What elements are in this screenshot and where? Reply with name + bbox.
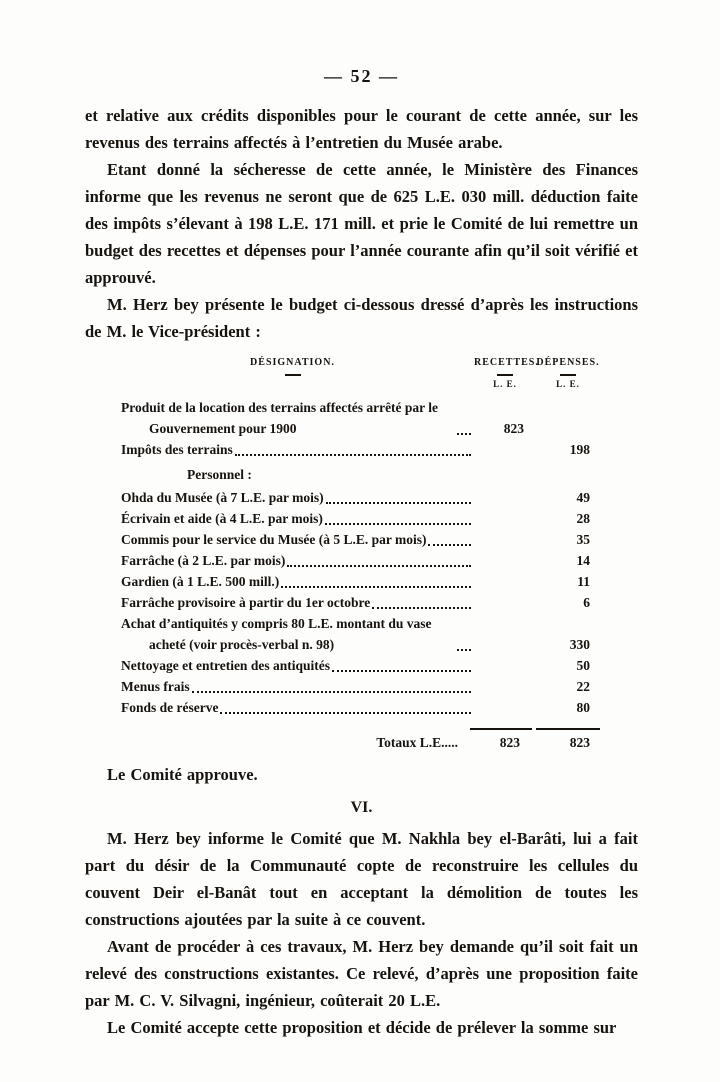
dot-leader xyxy=(332,670,471,672)
depenses-value: 28 xyxy=(576,511,590,526)
table-row xyxy=(121,397,600,439)
currency-label: L. E. xyxy=(556,379,580,389)
row-label: Ohda du Musée (à 7 L.E. par mois) xyxy=(121,490,324,505)
paragraph-finances: Etant donné la sécheresse de cette année, le Ministère des Finances informe que les revenus ne seront que de 625 L.E. 030 mill. déduction faite des impôts s’élevant à 198 L.E. 171 mill. et prie le Comité de lui remettre un budget des recettes et dépenses pour l’année courante afin qu’il soit vérifié et approuvé. xyxy=(85,160,638,287)
column-header-recettes xyxy=(474,357,539,389)
header-rule xyxy=(497,374,513,376)
row-label: Farrâche (à 2 L.E. par mois) xyxy=(121,553,286,568)
depenses-value: 35 xyxy=(576,532,590,547)
subheading-label: Personnel : xyxy=(187,467,252,482)
row-label: Fonds de réserve xyxy=(121,700,219,715)
recettes-value: 823 xyxy=(503,421,524,436)
depenses-value: 6 xyxy=(583,595,590,610)
table-row xyxy=(121,487,600,508)
row-label: Commis pour le service du Musée (à 5 L.E. par mois) xyxy=(121,532,427,547)
table-subheading-row xyxy=(121,464,600,485)
depenses-value: 49 xyxy=(576,490,590,505)
dot-leader xyxy=(235,454,471,456)
depenses-value: 14 xyxy=(576,553,590,568)
depenses-value: 11 xyxy=(577,574,590,589)
paragraph-acceptation: Le Comité accepte cette proposition et décide de prélever la somme sur xyxy=(107,1018,617,1037)
row-label: Nettoyage et entretien des antiquités xyxy=(121,658,330,673)
paragraph-continuation: et relative aux crédits disponibles pour le courant de cette année, sur les revenus des terrains affectés à l’entretien du Musée arabe. xyxy=(85,106,638,152)
depenses-value: 50 xyxy=(576,658,590,673)
dot-leader xyxy=(372,607,471,609)
row-label: Menus frais xyxy=(121,679,190,694)
paragraph-releve: Avant de procéder à ces travaux, M. Herz bey demande qu’il soit fait un relevé des constructions existantes. Ce relevé, d’après une proposition faite par M. C. V. Silvagni, ingénieur, coûterait 20 L.E. xyxy=(85,937,638,1010)
totals-recettes-value: 823 xyxy=(470,728,532,753)
paragraph-couvent: M. Herz bey informe le Comité que M. Nakhla bey el-Barâti, lui a fait part du désir de la Communauté copte de reconstruire les cellules du couvent Deir el-Banât tout en acceptant la démolition de toutes les constructions ajoutées par la suite à ce couvent. xyxy=(85,829,638,929)
section-heading-vi: VI. xyxy=(350,799,373,816)
table-header xyxy=(121,357,600,389)
table-row xyxy=(121,592,600,613)
row-label: Écrivain et aide (à 4 L.E. par mois) xyxy=(121,511,323,526)
dot-leader xyxy=(457,433,471,435)
column-header-depenses xyxy=(536,357,600,389)
table-row xyxy=(121,550,600,571)
header-rule xyxy=(560,374,576,376)
dot-leader xyxy=(281,586,471,588)
table-row xyxy=(121,697,600,718)
depenses-value: 80 xyxy=(576,700,590,715)
dot-leader xyxy=(325,523,471,525)
depenses-value: 22 xyxy=(576,679,590,694)
table-row xyxy=(121,571,600,592)
dot-leader xyxy=(457,649,471,651)
table-row xyxy=(121,613,600,655)
row-label: Gardien (à 1 L.E. 500 mill.) xyxy=(121,574,280,589)
depenses-value: 198 xyxy=(569,442,590,457)
dot-leader xyxy=(287,565,471,567)
totals-label: Totaux L.E..... xyxy=(376,735,458,750)
table-row xyxy=(121,508,600,529)
dot-leader xyxy=(192,691,471,693)
recettes-label: RECETTES. xyxy=(474,357,539,368)
table-row xyxy=(121,529,600,550)
paragraph-approval: Le Comité approuve. xyxy=(107,765,258,784)
totals-depenses-value: 823 xyxy=(536,728,600,753)
table-row xyxy=(121,439,600,460)
dot-leader xyxy=(326,502,471,504)
page-number: — 52 — xyxy=(324,66,399,86)
dot-leader xyxy=(220,712,471,714)
budget-table xyxy=(121,357,600,753)
row-label: Impôts des terrains xyxy=(121,442,233,457)
table-totals-row xyxy=(121,728,600,753)
designation-label: DÉSIGNATION. xyxy=(250,357,335,368)
dot-leader xyxy=(428,544,471,546)
depenses-label: DÉPENSES. xyxy=(536,357,600,368)
depenses-value: 330 xyxy=(569,637,590,652)
row-label: Farrâche provisoire à partir du 1er octobre xyxy=(121,595,371,610)
column-header-designation xyxy=(121,357,474,379)
table-row xyxy=(121,676,600,697)
table-row xyxy=(121,655,600,676)
row-label: Achat d’antiquités y compris 80 L.E. montant du vase acheté (voir procès-verbal n. 98) xyxy=(121,616,432,652)
paragraph-budget-intro: M. Herz bey présente le budget ci-dessous dressé d’après les instructions de M. le Vice-président : xyxy=(85,295,638,341)
row-label: Produit de la location des terrains affectés arrêté par le Gouvernement pour 1900 xyxy=(121,400,439,436)
currency-label: L. E. xyxy=(493,379,517,389)
header-rule xyxy=(285,374,301,376)
